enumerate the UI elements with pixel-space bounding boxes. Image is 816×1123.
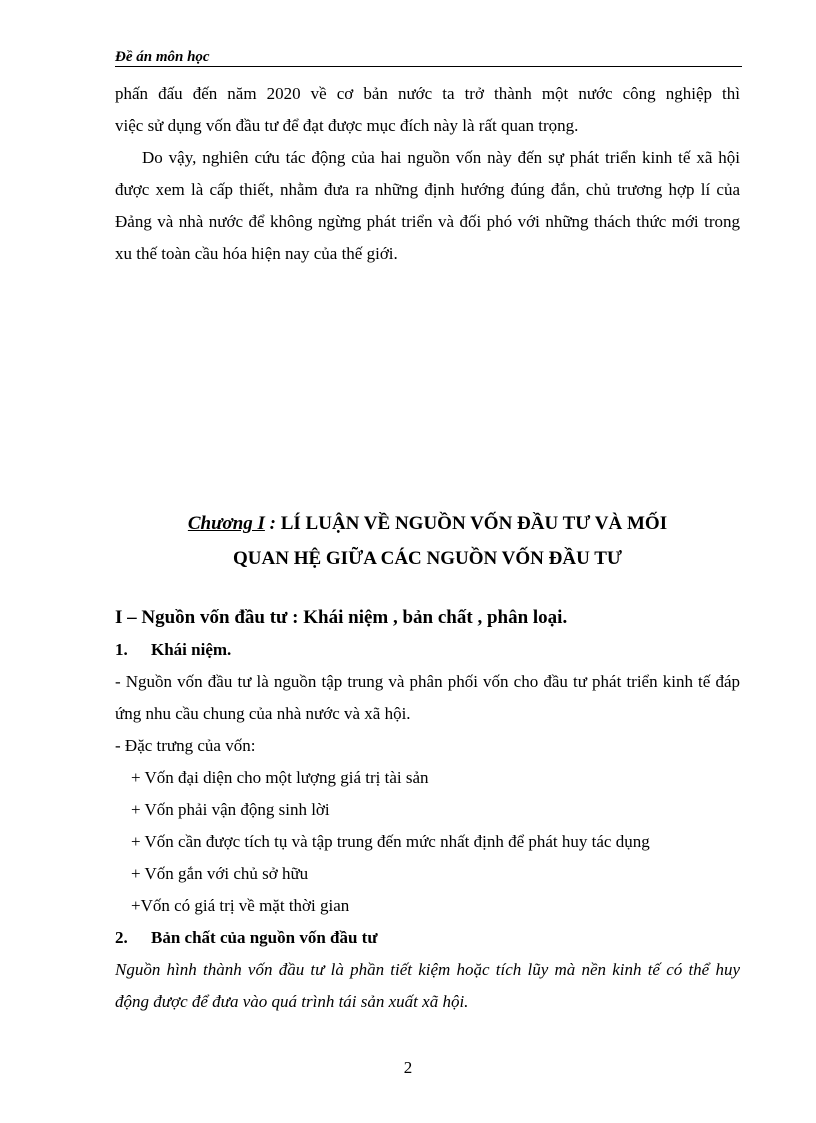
feature-item: +Vốn có giá trị về mặt thời gian [131, 896, 350, 915]
page-body [115, 78, 740, 1018]
nature-paragraph: Nguồn hình thành vốn đầu tư là phần tiết kiệm hoặc tích lũy mà nền kinh tế có thể huy động được để đưa vào quá trình tái sản xuất xã hội. [115, 960, 740, 1011]
chapter-title [115, 506, 740, 576]
subsection-1-title: Khái niệm. [151, 640, 232, 659]
feature-item: + Vốn phải vận động sinh lời [131, 800, 330, 819]
subsection-1-number: 1. [115, 640, 128, 659]
feature-item: + Vốn cần được tích tụ và tập trung đến mức nhất định để phát huy tác dụng [131, 832, 650, 851]
intro-paragraph-1-line-1: phấn đấu đến năm 2020 về cơ bản nước ta trở thành một nước công nghiệp thì [115, 84, 740, 103]
feature-item: + Vốn gắn với chủ sở hữu [131, 864, 309, 883]
page-header: Đề án môn học [115, 48, 742, 67]
chapter-separator: : [264, 513, 281, 534]
definition-paragraph: - Nguồn vốn đầu tư là nguồn tập trung và phân phối vốn cho đầu tư phát triển kinh tế đáp ứng nhu cầu chung của nhà nước và xã hội. [115, 672, 740, 723]
page-number: 2 [403, 1058, 413, 1077]
chapter-title-line-1 [115, 506, 740, 541]
chapter-title-text-1: LÍ LUẬN VỀ NGUỒN VỐN ĐẦU TƯ VÀ MỐI [280, 513, 668, 534]
subsection-1-heading [115, 634, 740, 666]
intro-paragraph-2: Do vậy, nghiên cứu tác động của hai nguồn vốn này đến sự phát triển kinh tế xã hội được xem là cấp thiết, nhằm đưa ra những định hướng đúng đắn, chủ trương hợp lí của Đảng và nhà nước để không ngừng phát triển và đối phó với những thách thức mới trong xu thế toàn cầu hóa hiện nay của thế giới. [115, 148, 740, 263]
chapter-title-line-2: QUAN HỆ GIỮA CÁC NGUỒN VỐN ĐẦU TƯ [233, 548, 622, 569]
chapter-label: Chương I [187, 513, 265, 534]
section-heading: I – Nguồn vốn đầu tư : Khái niệm , bản chất , phân loại. [115, 607, 568, 628]
intro-paragraph-1-line-2: việc sử dụng vốn đầu tư để đạt được mục đích này là rất quan trọng. [115, 116, 579, 135]
subsection-2-title: Bản chất của nguồn vốn đầu tư [151, 928, 378, 947]
subsection-2-heading [115, 922, 740, 954]
feature-item: + Vốn đại diện cho một lượng giá trị tài sản [131, 768, 429, 787]
features-label: - Đặc trưng của vốn: [115, 736, 256, 755]
spacer [115, 270, 740, 496]
subsection-2-number: 2. [115, 928, 128, 947]
